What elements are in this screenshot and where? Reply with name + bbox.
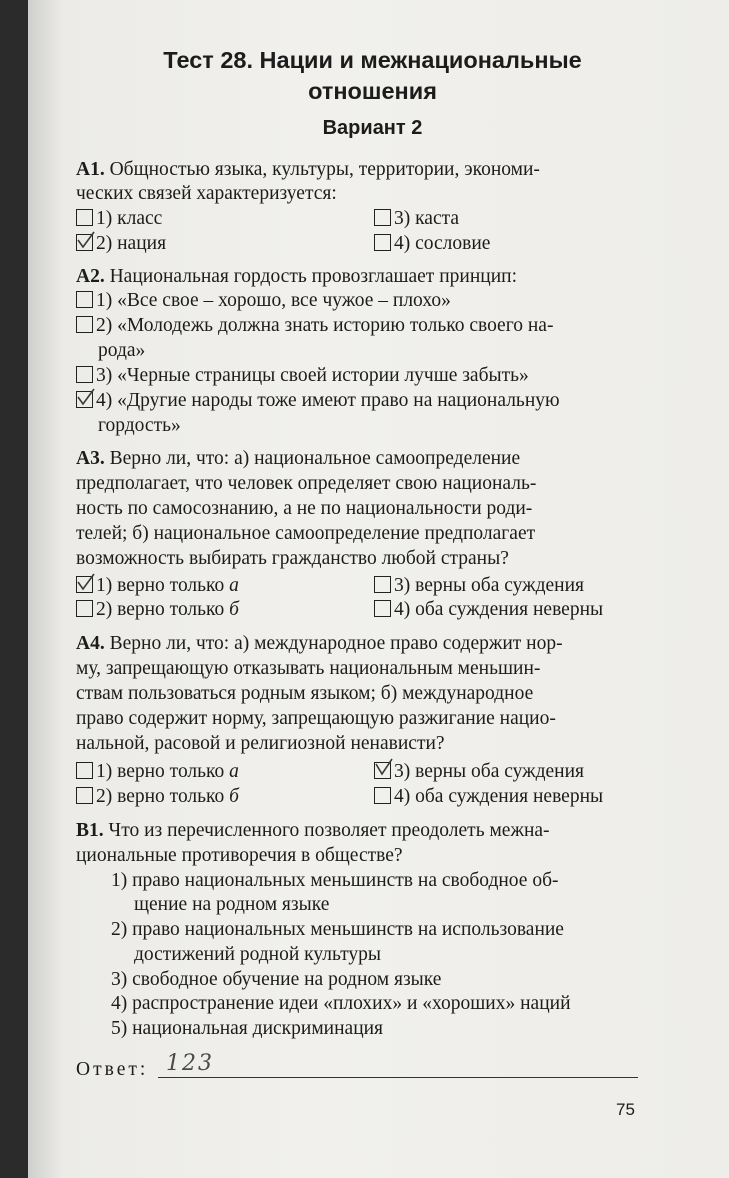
a2-option-3[interactable] xyxy=(76,364,529,388)
a3-option-2[interactable] xyxy=(76,598,239,622)
handwritten-check-icon xyxy=(76,230,96,250)
a2-option-1[interactable] xyxy=(76,289,451,313)
a4-question-line2: му, запрещающую отказывать национальным меньшин- xyxy=(76,658,541,679)
a4-question-line1 xyxy=(76,631,563,656)
b1-label: В1. xyxy=(76,820,104,841)
checkbox-checked[interactable] xyxy=(76,391,93,408)
checkbox[interactable] xyxy=(76,291,93,308)
b1-item-3: 3) свободное обучение на родном языке xyxy=(111,969,442,990)
checkbox-checked[interactable] xyxy=(76,576,93,593)
a1-question-line2: ческих связей характеризуется: xyxy=(76,183,337,204)
option-text: 2) нация xyxy=(96,233,167,254)
b1-item-2-cont: достижений родной культуры xyxy=(134,944,382,965)
b1-question-line2: циональные противоречия в обществе? xyxy=(76,845,403,866)
a4-label: А4. xyxy=(76,633,105,654)
a3-question-line4: телей; б) национальное самоопределение предполагает xyxy=(76,523,536,544)
checkbox[interactable] xyxy=(374,234,391,251)
option-text: 1) класс xyxy=(96,208,163,229)
a4-question-line3: ствам пользоваться родным языком; б) международное xyxy=(76,683,534,704)
a2-label: А2. xyxy=(76,266,105,287)
a3-question-line2: предполагает, что человек определяет свою националь- xyxy=(76,473,537,494)
option-text: 2) верно только xyxy=(96,599,230,620)
option-text: 1) верно только xyxy=(96,761,230,782)
a4-option-2[interactable] xyxy=(76,785,239,809)
checkbox[interactable] xyxy=(76,366,93,383)
option-text: 2) «Молодежь должна знать историю только своего на- xyxy=(96,315,554,336)
checkbox[interactable] xyxy=(374,209,391,226)
a4-option-3[interactable] xyxy=(374,760,584,784)
checkbox[interactable] xyxy=(76,787,93,804)
b1-item-2: 2) право национальных меньшинств на использование xyxy=(111,919,564,940)
variant-heading: Вариант 2 xyxy=(322,117,423,139)
checkbox-checked[interactable] xyxy=(374,762,391,779)
a1-option-3[interactable] xyxy=(374,207,459,231)
checkbox[interactable] xyxy=(76,762,93,779)
option-text: 1) верно только xyxy=(96,575,230,596)
a4-question-line4: право содержит норму, запрещающую разжигание нацио- xyxy=(76,708,556,729)
option-text: 4) «Другие народы тоже имеют право на национальную xyxy=(96,390,560,411)
a3-label: А3. xyxy=(76,448,105,469)
checkbox[interactable] xyxy=(374,576,391,593)
checkbox-checked[interactable] xyxy=(76,234,93,251)
a4-question-line5: нальной, расовой и религиозной ненависти? xyxy=(76,733,445,754)
option-text: 2) верно только xyxy=(96,786,230,807)
b1-text-1: Что из перечисленного позволяет преодолеть межна- xyxy=(108,820,550,841)
option-italic: б xyxy=(229,599,239,620)
a2-question xyxy=(76,264,517,289)
a2-option-2-cont: рода» xyxy=(98,340,146,361)
page-number: 75 xyxy=(616,1100,635,1119)
page-title-line1: Тест 28. Нации и межнациональные xyxy=(163,47,582,73)
answer-label: Ответ: xyxy=(76,1059,149,1080)
checkbox[interactable] xyxy=(76,316,93,333)
answer-line[interactable] xyxy=(158,1077,638,1078)
b1-item-1: 1) право национальных меньшинств на свободное об- xyxy=(111,870,559,891)
checkbox[interactable] xyxy=(374,787,391,804)
a1-option-4[interactable] xyxy=(374,232,490,256)
option-text: 3) верны оба суждения xyxy=(394,575,585,596)
checkbox[interactable] xyxy=(76,209,93,226)
option-text: 4) оба суждения неверны xyxy=(394,786,604,807)
option-text: 4) сословие xyxy=(394,233,491,254)
a1-question-line1 xyxy=(76,157,540,182)
page xyxy=(28,0,729,1178)
page-title-line2: отношения xyxy=(308,78,437,104)
a3-option-4[interactable] xyxy=(374,598,603,622)
handwritten-check-icon xyxy=(76,572,96,592)
option-text: 3) каста xyxy=(394,208,460,229)
a3-text-1: Верно ли, что: а) национальное самоопределение xyxy=(109,448,521,469)
option-text: 3) «Черные страницы своей истории лучше забыть» xyxy=(96,365,529,386)
a1-text-1: Общностью языка, культуры, территории, экономи- xyxy=(109,159,540,180)
a1-option-1[interactable] xyxy=(76,207,162,231)
option-italic: б xyxy=(229,786,239,807)
handwritten-answer: 123 xyxy=(166,1051,214,1076)
option-text: 4) оба суждения неверны xyxy=(394,599,604,620)
option-text: 3) верны оба суждения xyxy=(394,761,585,782)
a4-option-4[interactable] xyxy=(374,785,603,809)
b1-item-5: 5) национальная дискриминация xyxy=(111,1018,384,1039)
a1-option-2[interactable] xyxy=(76,232,166,256)
a2-option-2[interactable] xyxy=(76,314,553,338)
checkbox[interactable] xyxy=(374,600,391,617)
a2-text: Национальная гордость провозглашает принцип: xyxy=(109,266,517,287)
option-italic: а xyxy=(229,575,239,596)
handwritten-check-icon xyxy=(76,387,96,407)
a4-option-1[interactable] xyxy=(76,760,239,784)
b1-item-1-cont: щение на родном языке xyxy=(134,894,330,915)
a2-option-4-cont: гордость» xyxy=(98,415,181,436)
a3-option-1[interactable] xyxy=(76,574,239,598)
a4-text-1: Верно ли, что: а) международное право содержит нор- xyxy=(109,633,563,654)
checkbox[interactable] xyxy=(76,600,93,617)
a3-option-3[interactable] xyxy=(374,574,584,598)
a1-label: А1. xyxy=(76,159,105,180)
a2-option-4[interactable] xyxy=(76,389,560,413)
a3-question-line3: ность по самосознанию, а не по национальности роди- xyxy=(76,498,533,519)
option-italic: а xyxy=(229,761,239,782)
b1-item-4: 4) распространение идеи «плохих» и «хороших» наций xyxy=(111,993,571,1014)
a3-question-line5: возможность выбирать гражданство любой страны? xyxy=(76,548,509,569)
b1-question-line1 xyxy=(76,818,550,843)
option-text: 1) «Все свое – хорошо, все чужое – плохо» xyxy=(96,290,451,311)
handwritten-check-icon xyxy=(374,758,394,778)
a3-question-line1 xyxy=(76,446,520,471)
